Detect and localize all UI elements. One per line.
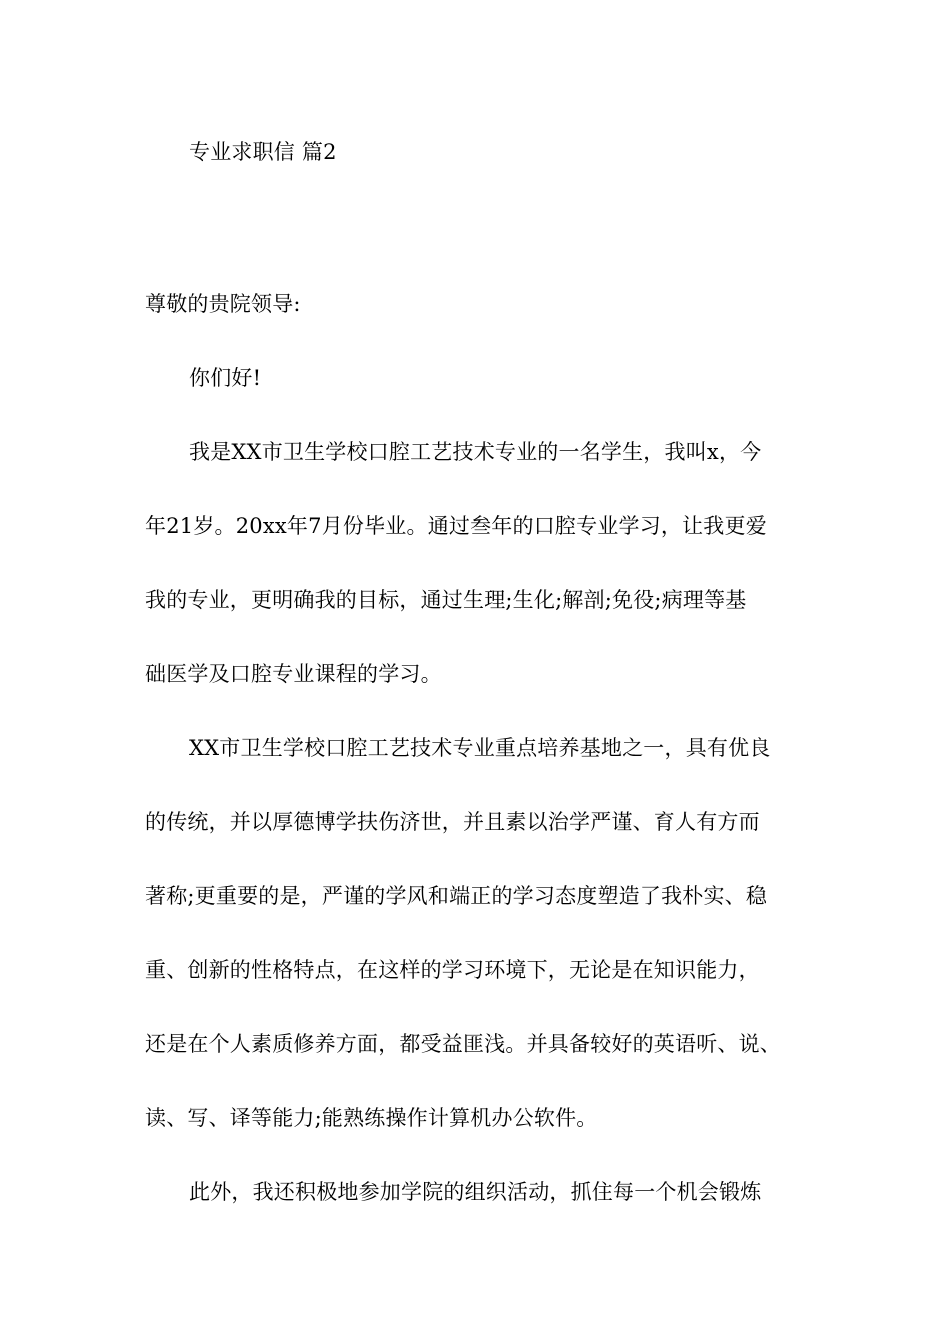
body-line: 还是在个人素质修养方面，都受益匪浅。并具备较好的英语听、说、 [145, 1032, 781, 1056]
body-line: 读、写、译等能力;能熟练操作计算机办公软件。 [145, 1106, 598, 1130]
body-line: 我的专业，更明确我的目标，通过生理;生化;解剖;免役;病理等基 [145, 588, 747, 612]
body-line: 年21岁。20xx年7月份毕业。通过叁年的口腔专业学习，让我更爱 [145, 514, 767, 538]
body-line: 重、创新的性格特点，在这样的学习环境下，无论是在知识能力， [145, 958, 760, 982]
body-line: 的传统，并以厚德博学扶伤济世，并且素以治学严谨、育人有方而 [145, 810, 760, 834]
salutation: 尊敬的贵院领导: [145, 292, 301, 316]
body-line: XX市卫生学校口腔工艺技术专业重点培养基地之一，具有优良 [189, 736, 771, 760]
body-line: 我是XX市卫生学校口腔工艺技术专业的一名学生，我叫x，今 [189, 440, 762, 464]
document-heading: 专业求职信 篇2 [189, 140, 337, 164]
body-line: 础医学及口腔专业课程的学习。 [145, 662, 442, 686]
greeting: 你们好! [189, 366, 262, 390]
body-line: 此外，我还积极地参加学院的组织活动，抓住每一个机会锻炼 [189, 1180, 762, 1204]
body-line: 著称;更重要的是，严谨的学风和端正的学习态度塑造了我朴实、稳 [145, 884, 768, 908]
